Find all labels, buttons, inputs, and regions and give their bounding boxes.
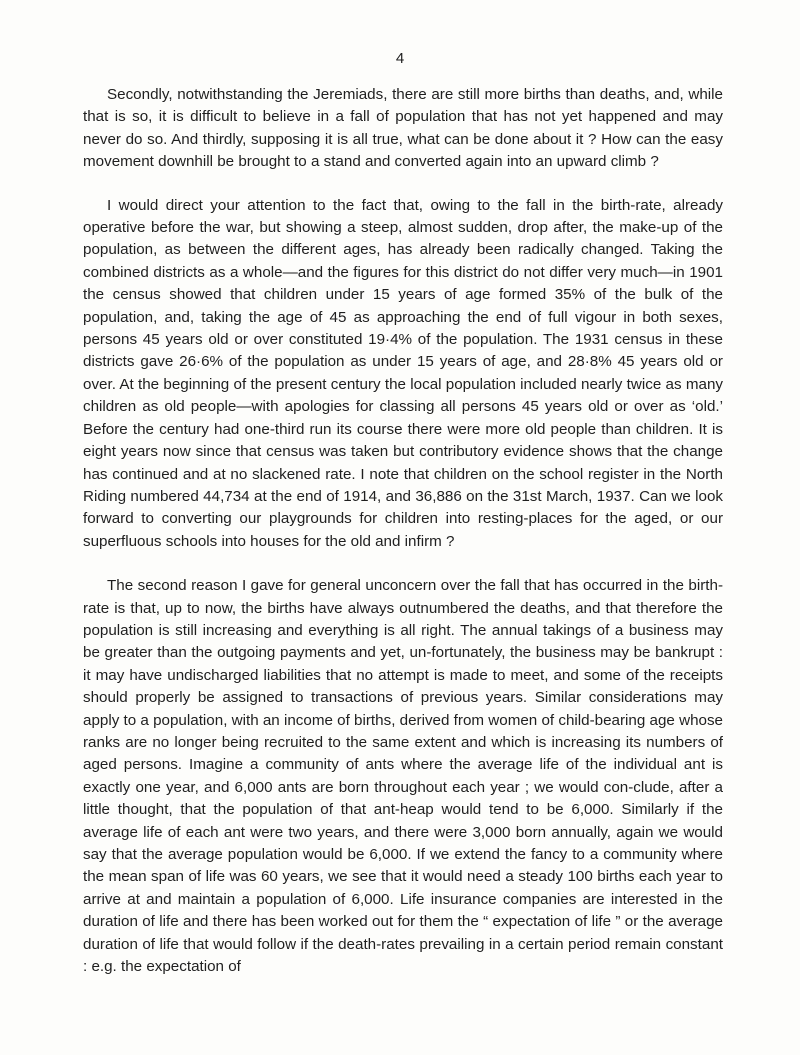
paragraph-population-arguments: Secondly, notwithstanding the Jeremiads, there are still more births than deaths, and, while that is so, it is difficult to believe in a fall of population that has not yet happened and may never do so. And thirdly, supposing it is all true, what can be done about it ? How can the easy movement downhill be brought to a stand and converted again into an upward climb ? bbox=[83, 86, 723, 171]
paragraph-births-outnumber-deaths: The second reason I gave for general unconcern over the fall that has occurred in the birth-rate is that, up to now, the births have always outnumbered the deaths, and that therefore the population is still increasing and everything is all right. The annual takings of a business may be greater than the outgoing payments and yet, un-fortunately, the business may be bankrupt : it may have undischarged liabilities that no attempt is made to meet, and some of the receipts should properly be assigned to transactions of previous years. Similar considerations may apply to a population, with an income of births, derived from women of child-bearing age whose ranks are no longer being recruited to the same extent and which is increasing its numbers of aged persons. Imagine a community of ants where the average life of the individual ant is exactly one year, and 6,000 ants are born throughout each year ; we would con-clude, after a little thought, that the population of that ant-heap would tend to be 6,000. Similarly if the average life of each ant were two years, and there were 3,000 born annually, again we would say that the average population would be 6,000. If we extend the fancy to a community where the mean span of life was 60 years, we see that it would need a steady 100 births each year to arrive at and maintain a population of 6,000. Life insurance companies are interested in the duration of life and there has been worked out for them the “ expectation of life ” or the average duration of life that would follow if the death-rates prevailing in a certain period remain constant : e.g. the expectation of bbox=[83, 577, 723, 976]
page-number: 4 bbox=[395, 50, 405, 67]
paragraph-age-distribution: I would direct your attention to the fact that, owing to the fall in the birth-rate, already operative before the war, but showing a steep, almost sudden, drop after, the make-up of the population, as between the different ages, has already been radically changed. Taking the combined districts as a whole—and the figures for this district do not differ very much—in 1901 the census showed that children under 15 years of age formed 35% of the bulk of the population, and, taking the age of 45 as approaching the end of full vigour in both sexes, persons 45 years old or over constituted 19·4% of the population. The 1931 census in these districts gave 26·6% of the population as under 15 years of age, and 28·8% 45 years old or over. At the beginning of the present century the local population included nearly twice as many children as old people—with apologies for classing all persons 45 years old or over as ‘old.’ Before the century had one-third run its course there were more old people than children. It is eight years now since that census was taken but contributory evidence shows that the change has continued and at no slackened rate. I note that children on the school register in the North Riding numbered 44,734 at the end of 1914, and 36,886 on the 31st March, 1937. Can we look forward to converting our playgrounds for children into resting-places for the aged, or our superfluous schools into houses for the old and infirm ? bbox=[83, 196, 723, 550]
body-text bbox=[83, 84, 723, 978]
